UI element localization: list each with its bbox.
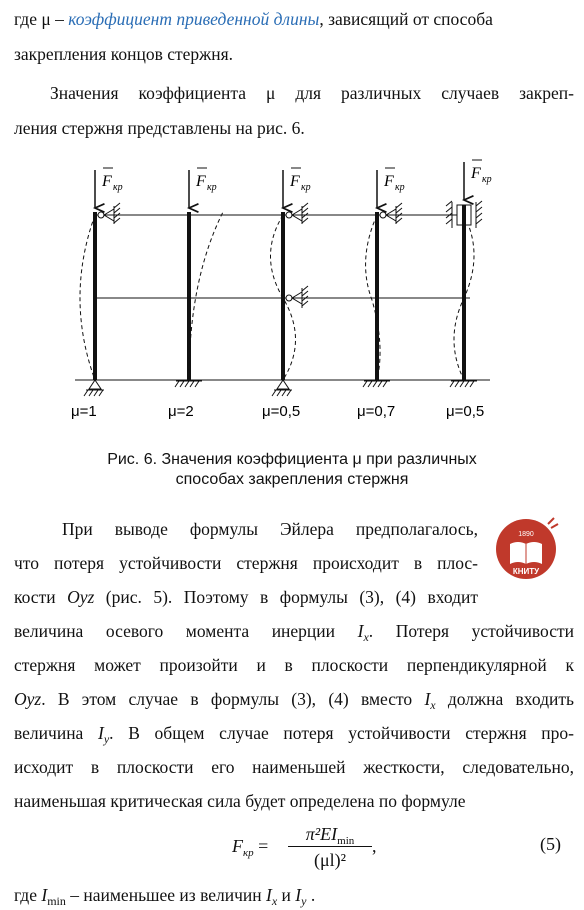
math-italic: Oyz: [67, 587, 95, 607]
svg-text:F: F: [196, 173, 206, 190]
equation-number: (5): [540, 834, 561, 854]
svg-text:кр: кр: [395, 182, 405, 193]
svg-text:F: F: [471, 165, 481, 182]
svg-text:кр: кр: [301, 182, 311, 193]
math-italic: I: [295, 885, 302, 905]
figure-caption-line-2: способах закрепления стержня: [175, 471, 409, 488]
stability-figure: [0, 150, 584, 440]
rod-case-2: [175, 170, 223, 387]
force-label-3: [289, 168, 311, 193]
text-line-1: [14, 8, 574, 30]
math-italic: I: [266, 885, 272, 905]
text-line-3: Значения коэффициента μ для различных случаев закреп-: [50, 83, 574, 103]
svg-text:F: F: [290, 173, 300, 190]
force-label-1: [101, 168, 123, 193]
math-italic: I: [98, 723, 104, 743]
mu-label-3: μ=0,5: [262, 403, 301, 420]
term-link: коэффициент приведенной длины: [68, 9, 320, 29]
math-italic: I: [357, 621, 364, 641]
text-span: (рис. 5). Поэтому в формулы (3), (4) входит: [94, 587, 478, 607]
rod-case-1: [80, 170, 120, 396]
text-span: . В этом случае в формулы (3), (4) вместо: [41, 689, 425, 709]
svg-text:F: F: [102, 173, 112, 190]
text-line-2: закрепления концов стержня.: [14, 44, 234, 64]
text-span: величина: [14, 723, 98, 743]
svg-text:кр: кр: [113, 182, 123, 193]
para-line-6: [14, 688, 574, 710]
para-line-3: [14, 586, 478, 608]
knitu-logo: [490, 516, 562, 582]
force-label-4: [383, 168, 405, 193]
svg-text:КНИТУ: КНИТУ: [512, 567, 540, 576]
text-span: , зависящий от способа: [319, 9, 493, 29]
svg-text:кр: кр: [482, 174, 492, 185]
mu-label-5: μ=0,5: [446, 403, 485, 420]
text-span: . Потеря устойчивости: [368, 621, 574, 641]
text-line-last: где $I_{min}$ – наименьшее из величин $I_x$ и $I_y$ .: [14, 885, 316, 908]
euler-formula: [232, 822, 382, 872]
para-line-7: [14, 722, 574, 744]
mu-label-1: μ=1: [71, 403, 97, 420]
text-span: .: [306, 885, 316, 905]
text-span: должна входить: [435, 689, 575, 709]
math-sub: y: [103, 732, 110, 746]
para-line-2: что потеря устойчивости стержня происходит в плос-: [14, 553, 478, 573]
para-line-8: исходит в плоскости его наименьшей жесткости, следовательно,: [14, 757, 574, 777]
para-line-5: стержня может произойти и в плоскости перпендикулярной к: [14, 655, 574, 675]
figure-caption-line-1: Рис. 6. Значения коэффициента μ при различных: [107, 451, 477, 468]
svg-text:кр: кр: [207, 182, 217, 193]
formula-denominator: (μl)²: [313, 850, 347, 870]
para-line-1: При выводе формулы Эйлера предполагалось,: [62, 519, 478, 539]
mu-label-2: μ=2: [168, 403, 194, 420]
force-label-5: [470, 160, 492, 185]
text-span: кости: [14, 587, 68, 607]
formula-tail: ,: [372, 836, 377, 856]
para-line-4: [14, 620, 574, 642]
math-sub: x: [363, 630, 369, 644]
math-italic: Oyz: [14, 689, 42, 709]
text-line-4: ления стержня представлены на рис. 6.: [14, 118, 305, 138]
text-span: . В общем случае потеря устойчивости стержня про-: [109, 723, 574, 743]
rod-case-4: [363, 170, 402, 387]
math-italic: I: [424, 689, 431, 709]
force-label-2: [195, 168, 217, 193]
rod-case-5: [446, 162, 482, 387]
para-line-9: наименьшая критическая сила будет определена по формуле: [14, 791, 466, 811]
math-italic: I: [41, 885, 48, 905]
formula-numerator: $\pi^2EI_{min}$: [305, 824, 355, 847]
svg-text:1890: 1890: [518, 531, 534, 538]
text-span: где: [14, 885, 42, 905]
rod-case-3: [271, 170, 309, 396]
formula-lhs: $F_{кр}$ =: [232, 836, 269, 859]
svg-text:F: F: [384, 173, 394, 190]
text-span: и: [277, 885, 296, 905]
formula-fraction: [288, 822, 372, 871]
mu-label-4: μ=0,7: [357, 403, 396, 420]
text-span: – наименьшее из величин: [65, 885, 267, 905]
text-span: величина осевого момента инерции: [14, 621, 358, 641]
text-span: где μ –: [14, 9, 69, 29]
math-sub: min: [47, 894, 66, 908]
math-sub: x: [430, 698, 436, 712]
